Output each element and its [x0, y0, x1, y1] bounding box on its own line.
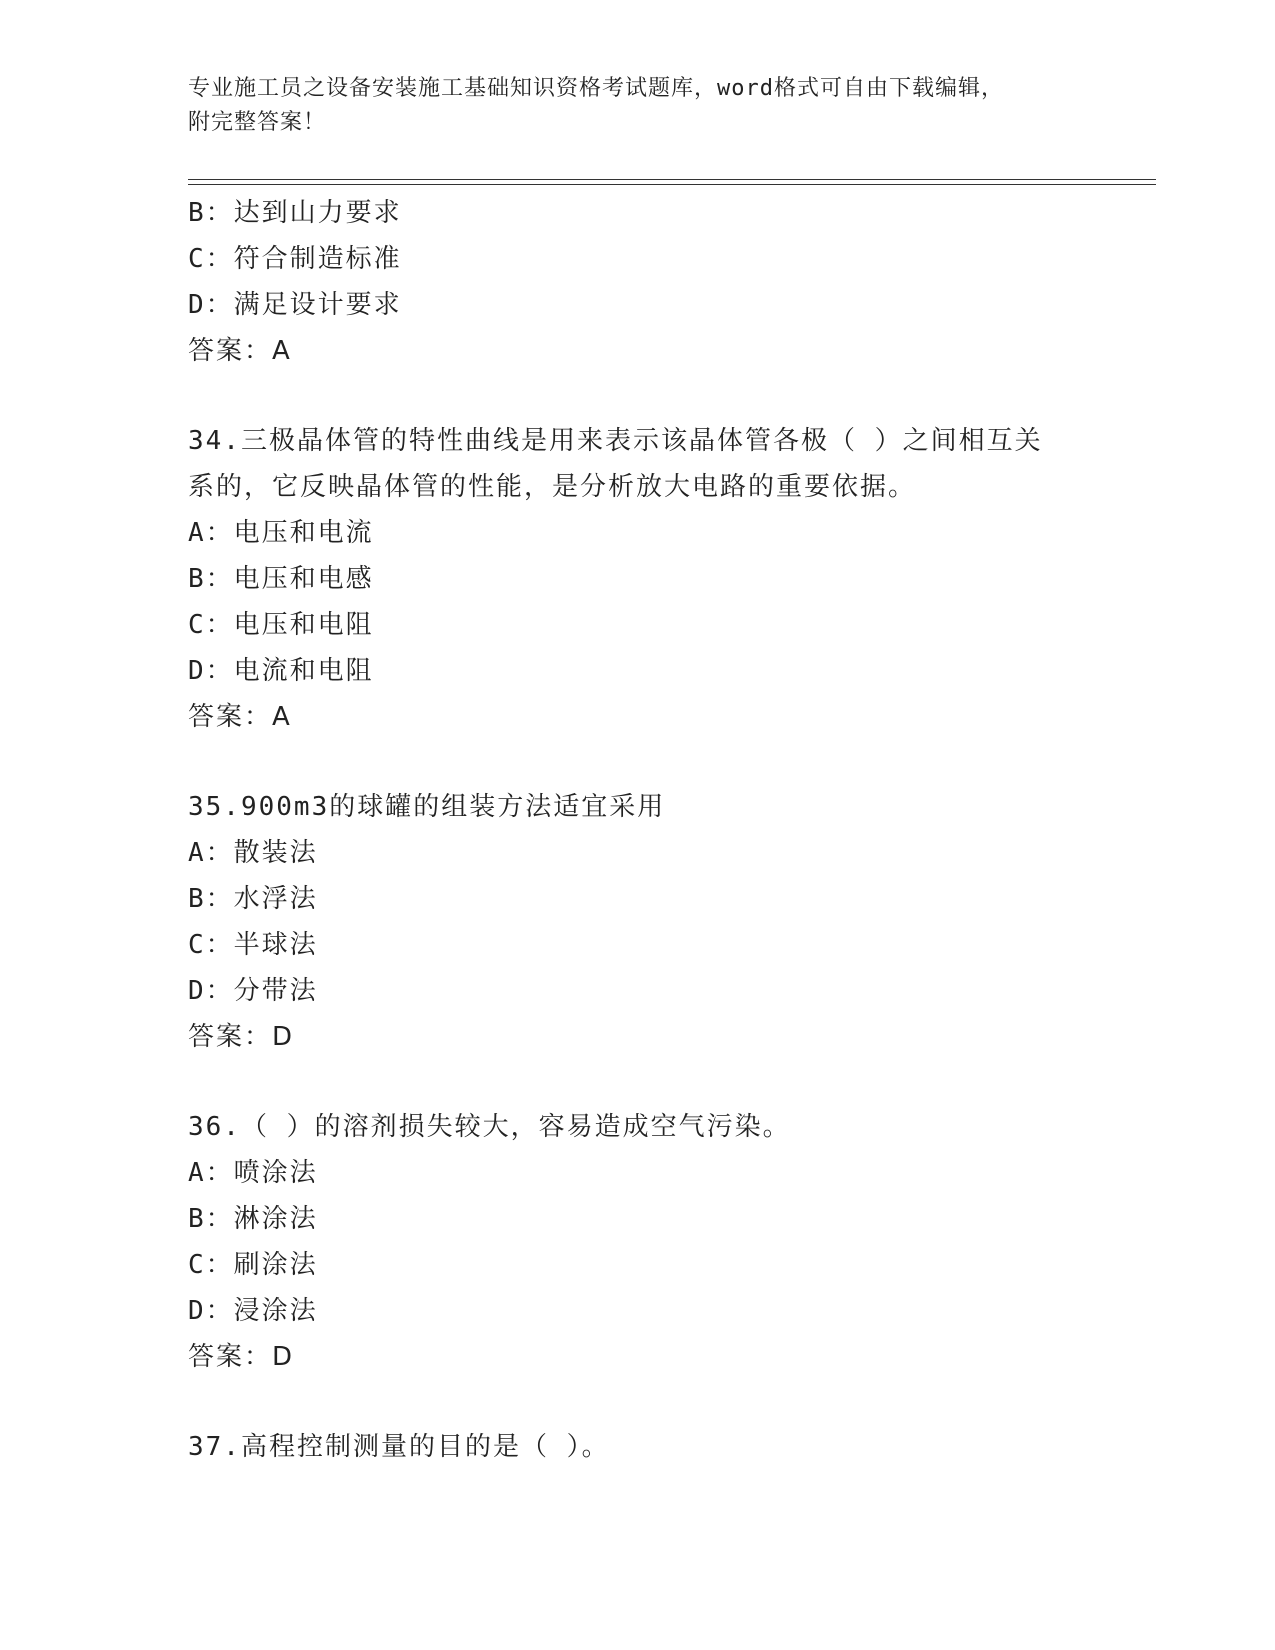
answer-line: 答案：D: [188, 1022, 295, 1052]
answer-line: 答案：D: [188, 1342, 295, 1372]
option-d: D：分带法: [188, 976, 318, 1006]
spacer: [188, 1380, 1088, 1424]
option-a: A：电压和电流: [188, 518, 374, 548]
option-c: C：半球法: [188, 930, 318, 960]
question-stem: 34.三极晶体管的特性曲线是用来表示该晶体管各极（ ）之间相互关: [188, 426, 1043, 456]
question-36: [188, 1104, 1088, 1380]
question-33-continued: [188, 190, 1088, 374]
question-37: [188, 1424, 1088, 1470]
option-c: C：刷涂法: [188, 1250, 318, 1280]
option-c: C：电压和电阻: [188, 610, 374, 640]
answer-line: 答案：A: [188, 336, 292, 366]
option-d: D：浸涂法: [188, 1296, 318, 1326]
option-b: B：电压和电感: [188, 564, 374, 594]
option-d: D：电流和电阻: [188, 656, 374, 686]
header-title-line-2: 附完整答案！: [188, 110, 327, 135]
header-divider-bottom: [188, 184, 1156, 185]
spacer: [188, 740, 1088, 784]
option-b: B：达到山力要求: [188, 198, 402, 228]
question-35: [188, 784, 1088, 1060]
question-list: [188, 190, 1088, 1470]
option-d: D：满足设计要求: [188, 290, 402, 320]
question-34: [188, 418, 1088, 740]
header-divider-top: [188, 179, 1156, 180]
question-stem: 36.（ ）的溶剂损失较大，容易造成空气污染。: [188, 1112, 791, 1142]
spacer: [188, 1060, 1088, 1104]
question-stem: 37.高程控制测量的目的是（ ）。: [188, 1432, 610, 1462]
question-stem: 35.900m3的球罐的组装方法适宜采用: [188, 792, 666, 822]
option-b: B：水浮法: [188, 884, 318, 914]
document-header: [188, 72, 1088, 140]
option-a: A：散装法: [188, 838, 318, 868]
spacer: [188, 374, 1088, 418]
option-a: A：喷涂法: [188, 1158, 318, 1188]
option-b: B：淋涂法: [188, 1204, 318, 1234]
option-c: C：符合制造标准: [188, 244, 402, 274]
question-stem: 系的，它反映晶体管的性能，是分析放大电路的重要依据。: [188, 472, 917, 502]
answer-line: 答案：A: [188, 702, 292, 732]
header-title-line-1: 专业施工员之设备安装施工基础知识资格考试题库，word格式可自由下载编辑，: [188, 76, 1004, 101]
